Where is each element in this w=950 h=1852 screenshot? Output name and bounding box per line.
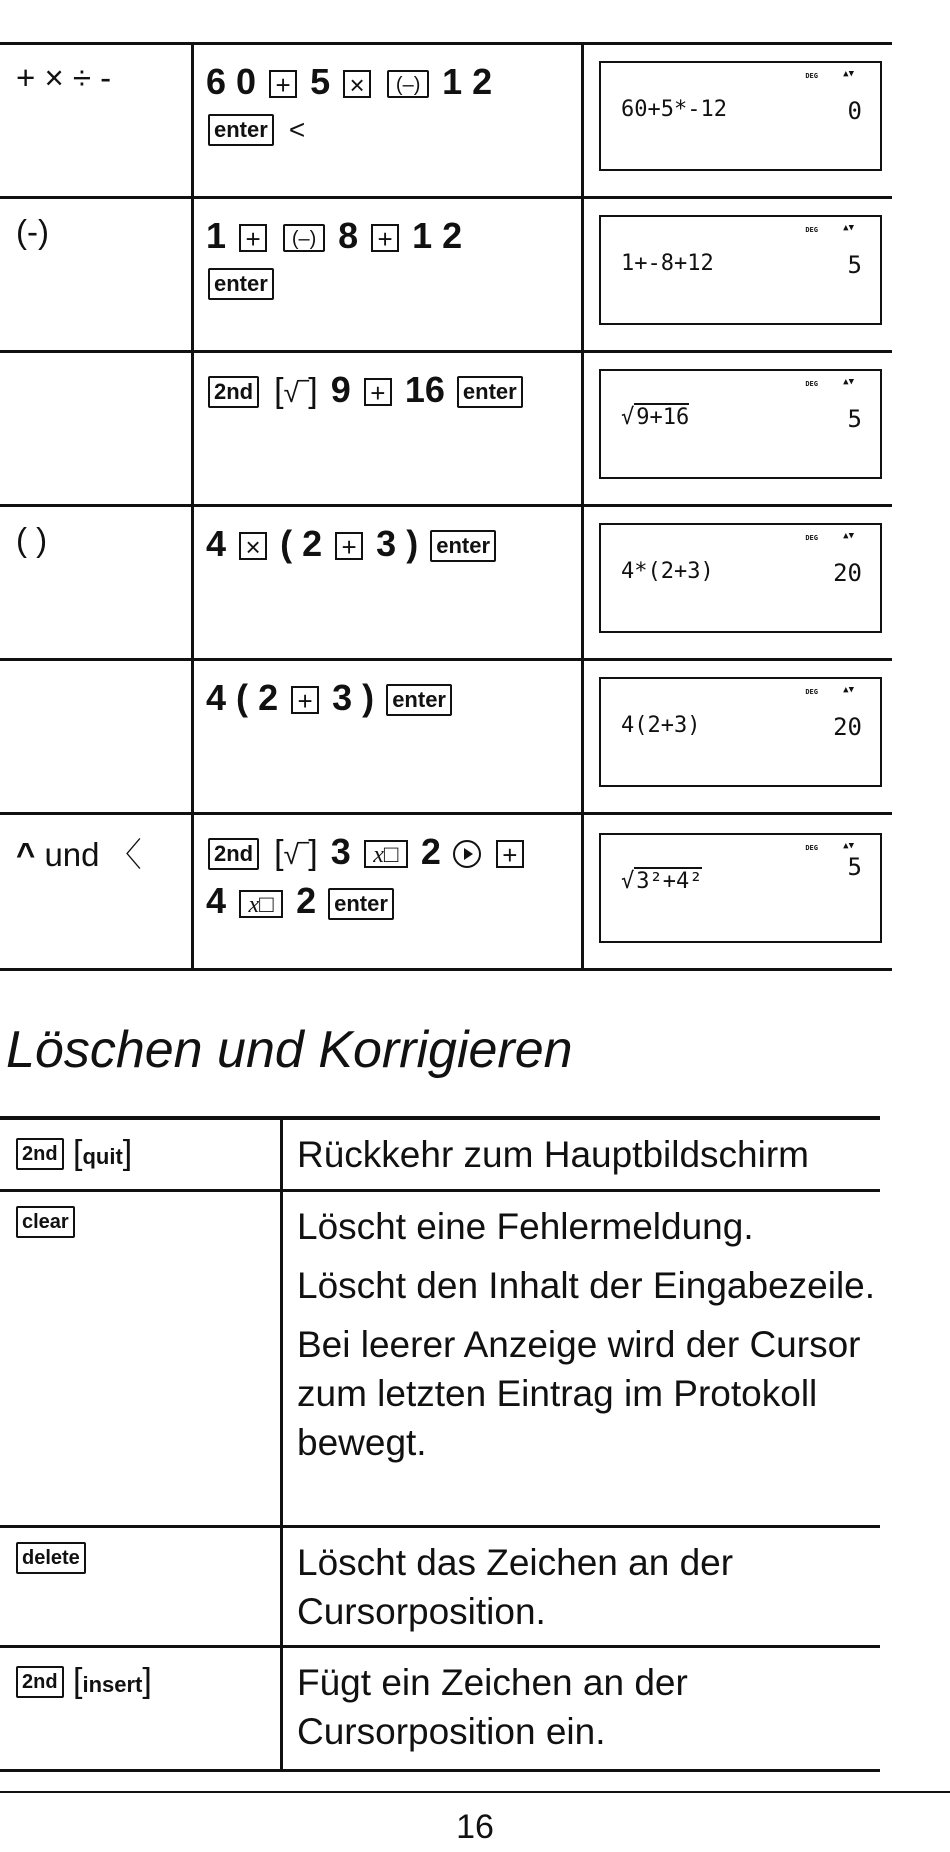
digits: 2 xyxy=(258,677,279,718)
scroll-arrows-icon: ▲▼ xyxy=(843,223,854,233)
negative-key: (–) xyxy=(387,70,429,98)
table-row xyxy=(0,1120,880,1192)
operation-label: + × ÷ - xyxy=(0,45,194,196)
keystroke-cell xyxy=(194,661,584,812)
x-squared-key: x□ xyxy=(239,890,283,918)
keystroke-cell xyxy=(194,45,584,196)
operation-label: ( ) xyxy=(0,507,194,658)
negative-key: (–) xyxy=(283,224,325,252)
scroll-arrows-icon: ▲▼ xyxy=(843,685,854,695)
paren: ) xyxy=(406,523,419,564)
sqrt-secondary: [√‾] xyxy=(274,834,318,873)
scroll-arrows-icon: ▲▼ xyxy=(843,531,854,541)
enter-key: enter xyxy=(328,888,394,920)
enter-key: enter xyxy=(208,114,274,146)
calculator-screen xyxy=(599,523,882,633)
page-number: 16 xyxy=(456,1808,494,1846)
deg-indicator: DEG xyxy=(805,72,818,80)
plus-key: + xyxy=(291,686,319,714)
digits: 6 0 xyxy=(206,61,257,102)
enter-key: enter xyxy=(430,530,496,562)
enter-key: enter xyxy=(457,376,523,408)
description: Löscht eine Fehlermeldung. xyxy=(297,1206,754,1247)
digits: 2 xyxy=(296,880,317,922)
keystroke-cell xyxy=(194,507,584,658)
keystroke-cell xyxy=(194,353,584,504)
description: Fügt ein Zeichen an der Cursorposition ein. xyxy=(297,1662,688,1752)
screen-expression: √9+16 xyxy=(621,405,690,430)
calculator-screen xyxy=(599,61,882,171)
delete-key: delete xyxy=(16,1542,86,1574)
screen-result: 0 xyxy=(847,97,862,125)
plus-key: + xyxy=(496,840,524,868)
operation-label: (-) xyxy=(0,199,194,350)
digits: 5 xyxy=(310,61,331,102)
x-squared-key: x□ xyxy=(364,840,408,868)
paren: ( xyxy=(280,523,293,564)
calculator-screen xyxy=(599,215,882,325)
table-row xyxy=(0,1528,880,1648)
scroll-arrows-icon: ▲▼ xyxy=(843,841,854,851)
plus-key: + xyxy=(335,532,363,560)
description: Bei leerer Anzeige wird der Cursor zum letzten Eintrag im Protokoll bewegt. xyxy=(297,1324,861,1463)
right-arrow-icon xyxy=(453,840,481,868)
digits: 3 xyxy=(376,523,397,564)
table-row xyxy=(0,353,892,507)
description: Löscht den Inhalt der Eingabezeile. xyxy=(297,1265,876,1306)
second-key: 2nd xyxy=(16,1666,64,1698)
times-key: × xyxy=(343,70,371,98)
paren: ) xyxy=(362,677,375,718)
plus-key: + xyxy=(239,224,267,252)
digits: 2 xyxy=(420,831,441,872)
digits: 8 xyxy=(338,215,359,256)
second-key: 2nd xyxy=(208,838,259,870)
screen-result: 20 xyxy=(833,559,862,587)
keystroke-cell xyxy=(194,815,584,968)
operations-table xyxy=(0,42,892,971)
scroll-arrows-icon: ▲▼ xyxy=(843,377,854,387)
table-row xyxy=(0,1192,880,1528)
keystroke-cell xyxy=(194,199,584,350)
digits: 1 2 xyxy=(442,61,493,102)
calculator-screen xyxy=(599,833,882,943)
table-row xyxy=(0,199,892,353)
plus-key: + xyxy=(371,224,399,252)
digits: 4 xyxy=(206,880,227,922)
screen-result: 5 xyxy=(847,405,862,433)
sqrt-secondary: [√‾] xyxy=(274,372,318,411)
screen-expression: 4*(2+3) xyxy=(621,559,714,584)
deg-indicator: DEG xyxy=(805,226,818,234)
second-key: 2nd xyxy=(208,376,259,408)
deg-indicator: DEG xyxy=(805,534,818,542)
digits: 2 xyxy=(302,523,323,564)
digits: 3 xyxy=(330,831,351,872)
table-row xyxy=(0,507,892,661)
digits: 16 xyxy=(404,369,445,410)
screen-result: 5 xyxy=(847,251,862,279)
plus-key: + xyxy=(364,378,392,406)
digits: 9 xyxy=(330,369,351,410)
enter-key: enter xyxy=(208,268,274,300)
digits: 4 xyxy=(206,523,227,564)
screen-result: 5 xyxy=(847,853,862,881)
table-row xyxy=(0,1648,880,1772)
screen-expression: √3²+4² xyxy=(621,869,703,894)
plus-key: + xyxy=(269,70,297,98)
footer-divider xyxy=(0,1791,950,1793)
description: Löscht das Zeichen an der Cursorposition. xyxy=(297,1542,734,1632)
table-row xyxy=(0,45,892,199)
screen-expression: 1+-8+12 xyxy=(621,251,714,276)
calculator-screen xyxy=(599,677,882,787)
operation-label xyxy=(0,661,194,812)
digits: 1 2 xyxy=(412,215,463,256)
digits: 1 xyxy=(206,215,227,256)
table-row xyxy=(0,661,892,815)
times-key: × xyxy=(239,532,267,560)
operation-label xyxy=(0,353,194,504)
enter-key: enter xyxy=(386,684,452,716)
table-row xyxy=(0,815,892,971)
screen-result: 20 xyxy=(833,713,862,741)
clear-table xyxy=(0,1116,880,1772)
section-title: Löschen und Korrigieren xyxy=(6,1021,573,1079)
calculator-screen xyxy=(599,369,882,479)
insert-secondary: [insert] xyxy=(73,1662,152,1700)
digits: 4 xyxy=(206,677,227,718)
paren: ( xyxy=(236,677,249,718)
scroll-arrows-icon: ▲▼ xyxy=(843,69,854,79)
second-key: 2nd xyxy=(16,1138,64,1170)
quit-secondary: [quit] xyxy=(73,1134,133,1172)
deg-indicator: DEG xyxy=(805,688,818,696)
screen-expression: 4(2+3) xyxy=(621,713,701,738)
operation-label: ^ und 〈 xyxy=(0,815,194,968)
deg-indicator: DEG xyxy=(805,380,818,388)
less-than-symbol: < xyxy=(288,114,306,146)
digits: 3 xyxy=(332,677,353,718)
screen-expression: 60+5*-12 xyxy=(621,97,727,122)
clear-key: clear xyxy=(16,1206,75,1238)
deg-indicator: DEG xyxy=(805,844,818,852)
description: Rückkehr zum Hauptbildschirm xyxy=(297,1134,810,1175)
